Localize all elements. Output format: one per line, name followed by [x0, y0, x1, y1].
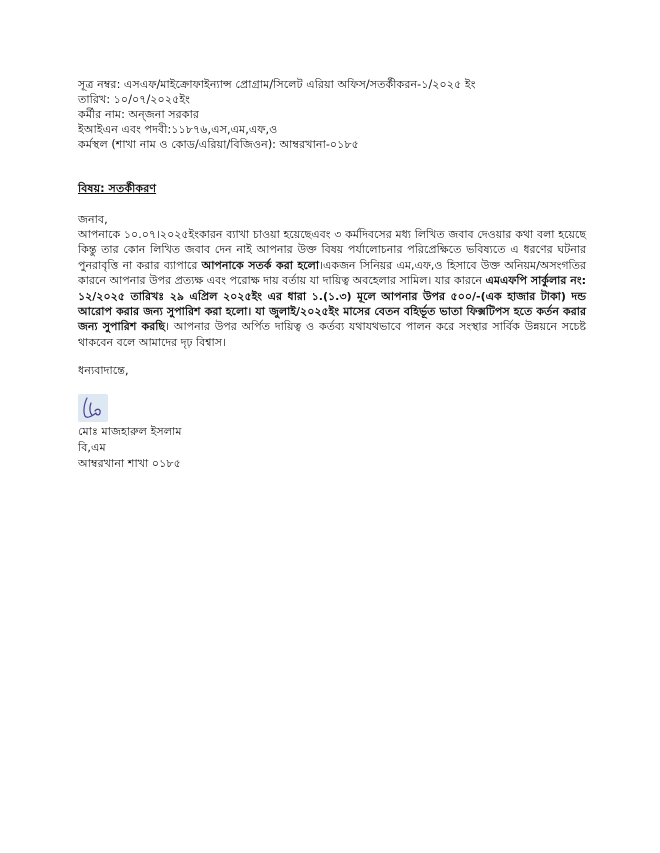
reference-number: সূত্র নম্বর: এসএফ/মাইক্রোফাইন্যান্স প্রোগ্রাম/সিলেট এরিয়া অফিস/সতর্কীকরন-১/২০২৫ ইং	[78, 78, 476, 91]
signatory-branch: আম্বরখানা শাখা ০১৮৫	[78, 457, 181, 470]
body-bold-1: আপনাকে সতর্ক করা হলো	[201, 258, 320, 272]
signatory-degree: বি,এম	[78, 441, 106, 454]
closing: ধন্যবাদান্তে,	[78, 364, 129, 377]
letter-date: তারিখ: ১০/০৭/২০২৫ইং	[78, 93, 191, 106]
signature-scribble-icon	[78, 394, 108, 422]
signature-image	[78, 394, 108, 422]
employee-id-designation: ইআইএন এবং পদবী:১১৮৭৬,এস,এম,এফ,ও	[78, 123, 278, 136]
subject-line: বিষয়: সতর্কীকরণ	[78, 182, 157, 195]
body-text-1: আপনাকে ১০.০৭।২০২৫ইংকারন ব্যাখা চাওয়া হয়েছেএবং ৩ কর্মদিবসের মধ্য লিখিত জবাব দেওয়ার কথা বলা হয়েছে কিন্তু তার কোন লিখিত জবাব দেন নাই আপনার উক্ত বিষয় পর্যালোচনার পরিপ্রেক্ষিতে ভবিষ্যতে এ ধরণের ঘটনার পুনরাবৃত্তি না করার ব্যাপারে	[78, 228, 586, 272]
signatory-name: মোঃ মাজহারুল ইসলাম	[78, 425, 182, 438]
salutation: জনাব,	[78, 213, 108, 226]
body-text-2: ।একজন সিনিয়র এম,এফ,ও হিসাবে উক্ত অনিয়ম/অসংগতির কারনে আপনার উপর প্রত্যক্ষ এবং পরোক্ষ দায় বর্তায় যা দায়িত্ব অবহেলার সামিল। যার কারনে	[78, 258, 586, 288]
workplace: কর্মস্থল (শাখা নাম ও কোড/এরিয়া/বিজিওন): আম্বরখানা-০১৮৫	[78, 138, 359, 151]
letter-body	[78, 227, 586, 350]
employee-name: কর্মীর নাম: অন্জনা সরকার	[78, 108, 200, 121]
body-text-3: । আপনার উপর অর্পিত দায়িত্ব ও কর্তব্য যথাযথভাবে পালন করে সংস্থার সার্বিক উন্নয়নে সচেষ্ট থাকবেন বলে আমাদের দৃঢ় বিশ্বাস।	[78, 320, 586, 349]
body-bold-2: এমএফপি সার্কুলার নং: ১২/২০২৫ তারিখঃ ২৯ এপ্রিল ২০২৫ইং এর ধারা ১.(১.৩) মূলে আপনার উপর ৫০০/-(এক হাজার টাকা) দন্ড আরোপ করার জন্য সুপারিশ করা হলো। যা জুলাই/২০২৫ইং মাসের বেতন বহির্ভূত ভাতা ফিক্সটিপস হতে কর্তন করার জন্য সুপারিশ করছি	[78, 274, 586, 334]
